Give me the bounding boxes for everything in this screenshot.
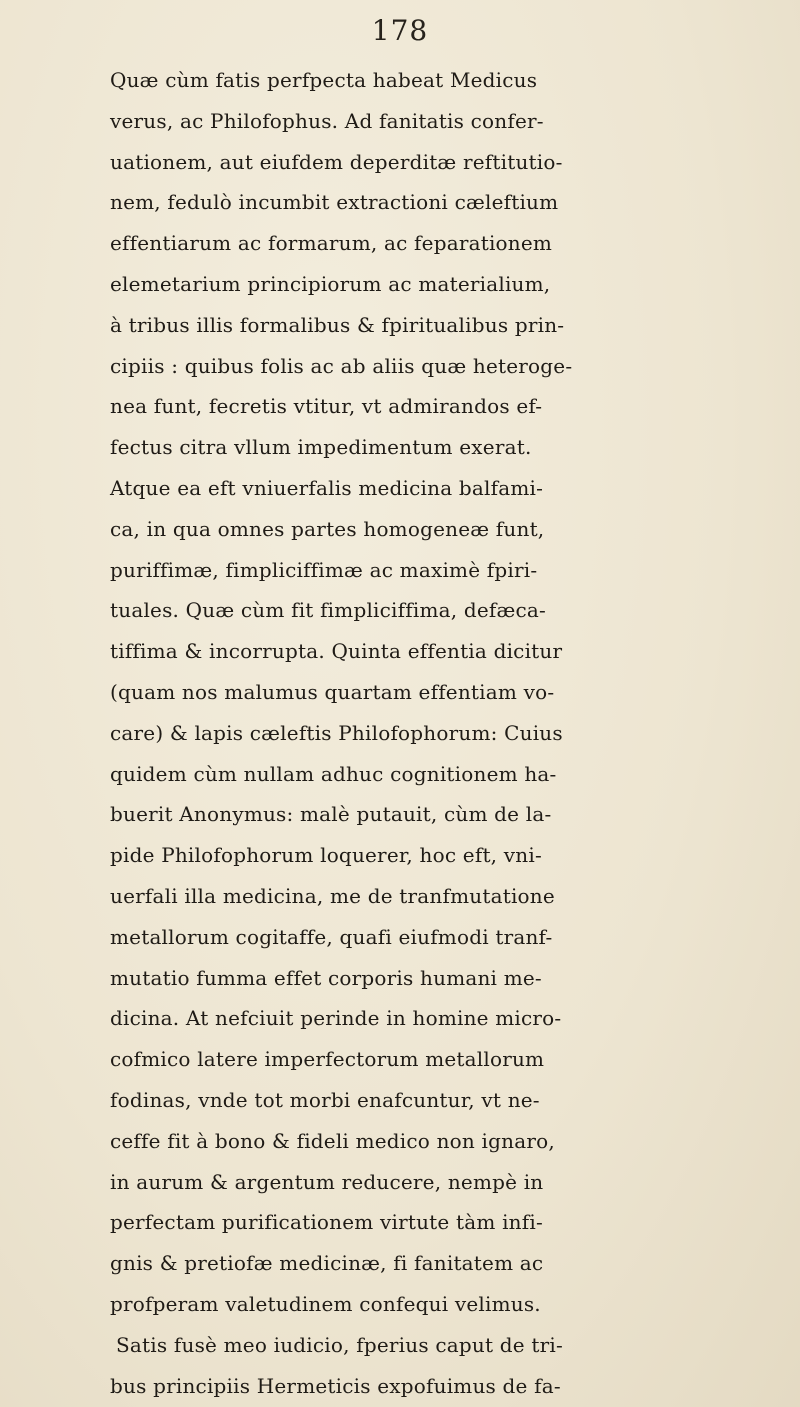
text-line: uerfali illa medicina, me de tranfmutatione <box>110 883 555 908</box>
text-line: perfectam purificationem virtute tàm infi- <box>110 1210 543 1235</box>
text-line: quidem cùm nullam adhuc cognitionem ha- <box>110 761 557 786</box>
text-line: cipiis : quibus folis ac ab aliis quæ heteroge- <box>110 353 573 378</box>
body-text <box>110 60 800 1406</box>
text-line: à tribus illis formalibus & fpiritualibus prin- <box>110 312 565 337</box>
text-line: cofmico latere imperfectorum metallorum <box>110 1047 545 1072</box>
text-line: tiffima & incorrupta. Quinta effentia dicitur <box>110 639 563 664</box>
text-line: Quæ cùm fatis perfpecta habeat Medicus <box>110 68 538 92</box>
text-line: dicina. At nefciuit perinde in homine micro- <box>110 1006 562 1031</box>
text-line: uationem, aut eiufdem deperditæ reftitutio- <box>110 149 563 174</box>
text-line: in aurum & argentum reducere, nempè in <box>110 1169 544 1194</box>
text-line: elemetarium principiorum ac materialium, <box>110 271 551 296</box>
text-line: gnis & pretiofæ medicinæ, fi fanitatem ac <box>110 1251 544 1276</box>
text-line: care) & lapis cæleftis Philofophorum: Cuius <box>110 720 563 745</box>
page-number: 178 <box>371 14 429 47</box>
text-line: bus principiis Hermeticis expofuimus de fa- <box>110 1373 561 1398</box>
text-line: mutatio fumma effet corporis humani me- <box>110 965 542 990</box>
text-line: pide Philofophorum loquerer, hoc eft, vni- <box>110 843 542 868</box>
text-line: Satis fusè meo iudicio, fperius caput de tri- <box>116 1332 563 1357</box>
text-line: nea funt, fecretis vtitur, vt admirandos ef- <box>110 394 543 419</box>
text-line: puriffimæ, fimpliciffimæ ac maximè fpiri- <box>110 557 538 582</box>
text-line: profperam valetudinem confequi velimus. <box>110 1291 541 1316</box>
text-line: effentiarum ac formarum, ac feparationem <box>110 231 553 256</box>
text-line: ca, in qua omnes partes homogeneæ funt, <box>110 516 545 541</box>
text-line: (quam nos malumus quartam effentiam vo- <box>110 679 555 704</box>
text-line: metallorum cogitaffe, quafi eiufmodi tranf- <box>110 924 553 949</box>
text-line: buerit Anonymus: malè putauit, cùm de la- <box>110 802 552 827</box>
text-line: ceffe fit à bono & fideli medico non ignaro, <box>110 1128 555 1153</box>
text-line: fectus citra vllum impedimentum exerat. <box>110 435 532 460</box>
text-line: nem, fedulò incumbit extractioni cæleftium <box>110 190 559 215</box>
text-line: verus, ac Philofophus. Ad fanitatis confer- <box>110 108 544 133</box>
text-line: fodinas, vnde tot morbi enafcuntur, vt ne- <box>110 1087 540 1112</box>
text-line: tuales. Quæ cùm fit fimpliciffima, defæca- <box>110 598 546 623</box>
text-line: Atque ea eft vniuerfalis medicina balfami- <box>110 475 544 500</box>
